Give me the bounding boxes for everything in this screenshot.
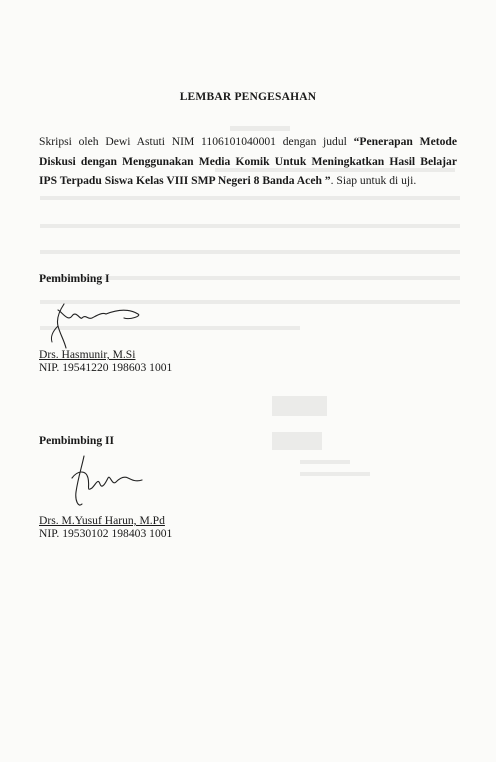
supervisor-2-name: Drs. M.Yusuf Harun, M.Pd: [39, 514, 165, 527]
signature-pembimbing-1: [46, 296, 156, 354]
signature-pembimbing-2: [62, 452, 152, 514]
approval-statement: [39, 132, 457, 191]
page-title: LEMBAR PENGESAHAN: [179, 91, 317, 103]
statement-suffix: . Siap untuk di uji.: [330, 174, 417, 188]
statement-prefix: Skripsi oleh Dewi Astuti NIM 1106101040001 dengan judul: [39, 135, 354, 148]
thesis-title: “Penerapan Metode Diskusi dengan Menggunakan Media Komik Untuk Meningkatkan Hasil Belajar IPS Terpadu Siswa Kelas VIII SMP Negeri 8 Banda Aceh ”: [39, 135, 457, 188]
supervisor-1-nip: NIP. 19541220 198603 1001: [39, 361, 173, 374]
supervisor-2-label: Pembimbing II: [39, 434, 115, 447]
supervisor-2-nip: NIP. 19530102 198403 1001: [39, 527, 173, 540]
supervisor-1-label: Pembimbing I: [39, 272, 110, 285]
supervisor-1-name: Drs. Hasmunir, M.Si: [39, 348, 136, 361]
